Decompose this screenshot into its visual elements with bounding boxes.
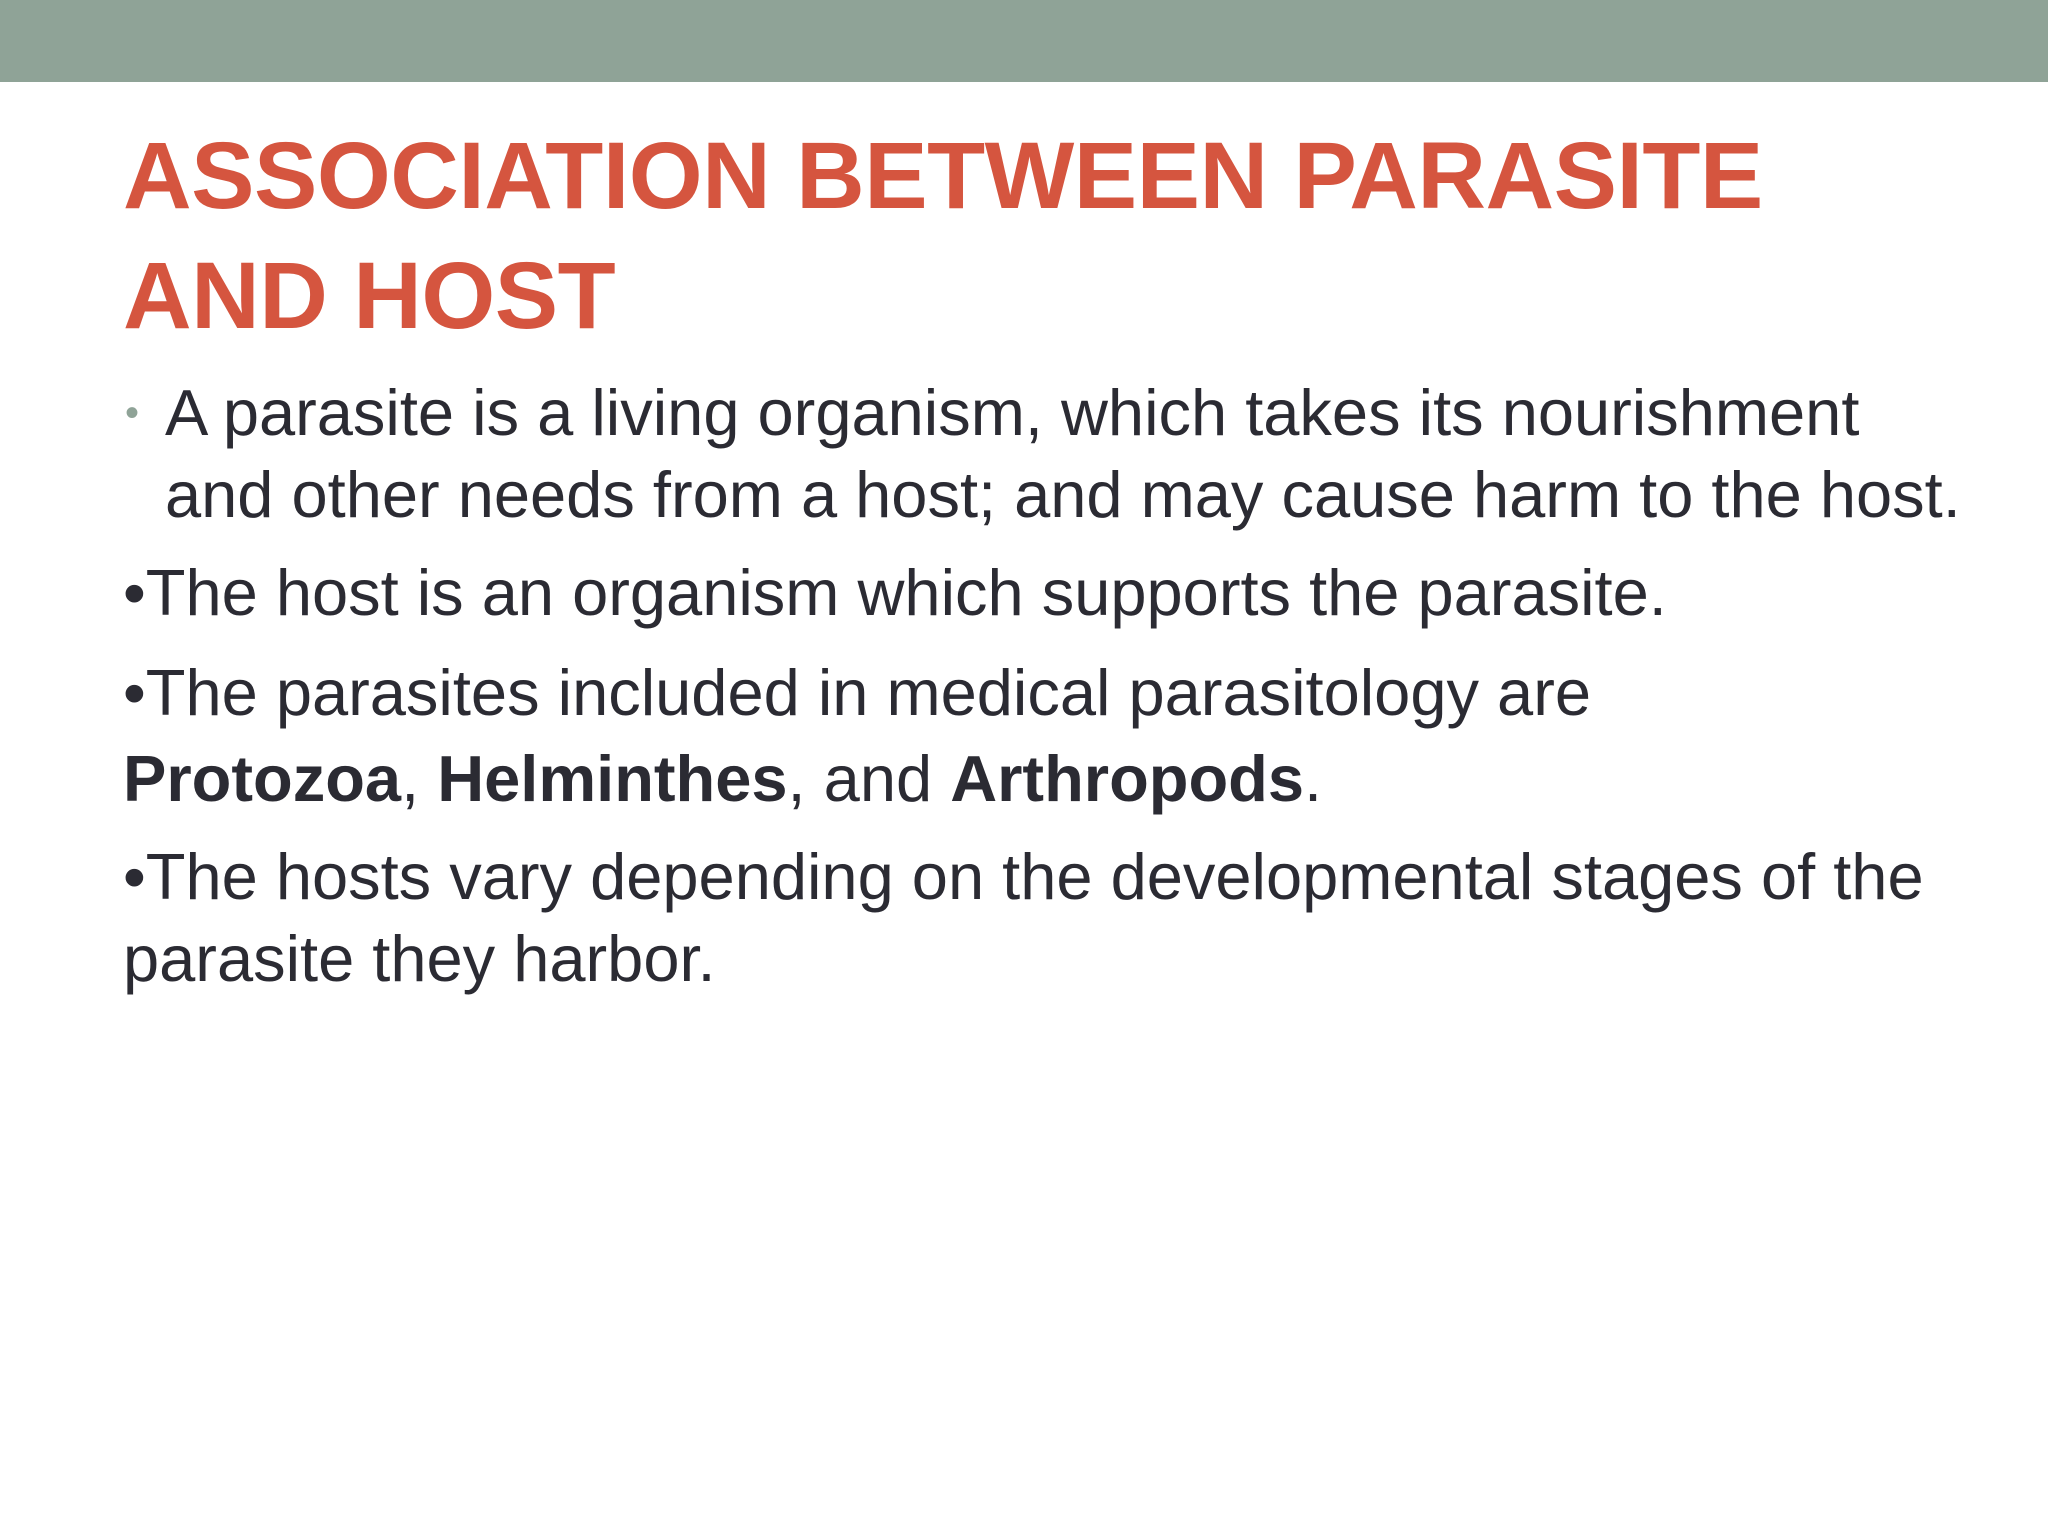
bullet-parasite-groups-intro: •The parasites included in medical parasitology are — [123, 656, 1591, 729]
bullet-host-definition: •The host is an organism which supports the parasite. — [123, 556, 1667, 629]
slide-title: ASSOCIATION BETWEEN PARASITE AND HOST — [123, 123, 1763, 349]
separator: , and — [787, 742, 951, 815]
term-protozoa: Protozoa — [123, 742, 402, 815]
term-helminthes: Helminthes — [437, 742, 788, 815]
bullet-dot-icon: • — [125, 391, 140, 435]
term-arthropods: Arthropods — [950, 742, 1305, 815]
parasite-groups-line — [123, 736, 1963, 822]
bullet-text: A parasite is a living organism, which takes its nourishment and other needs from a host; and may cause harm to the host. — [165, 376, 1961, 531]
bullet-parasite-definition — [123, 372, 1963, 536]
separator: , — [401, 742, 438, 815]
period: . — [1304, 742, 1323, 815]
header-band — [0, 0, 2048, 82]
bullet-host-stages: •The hosts vary depending on the developmental stages of the parasite they harbor. — [123, 840, 1924, 995]
slide-body — [123, 372, 1963, 1000]
